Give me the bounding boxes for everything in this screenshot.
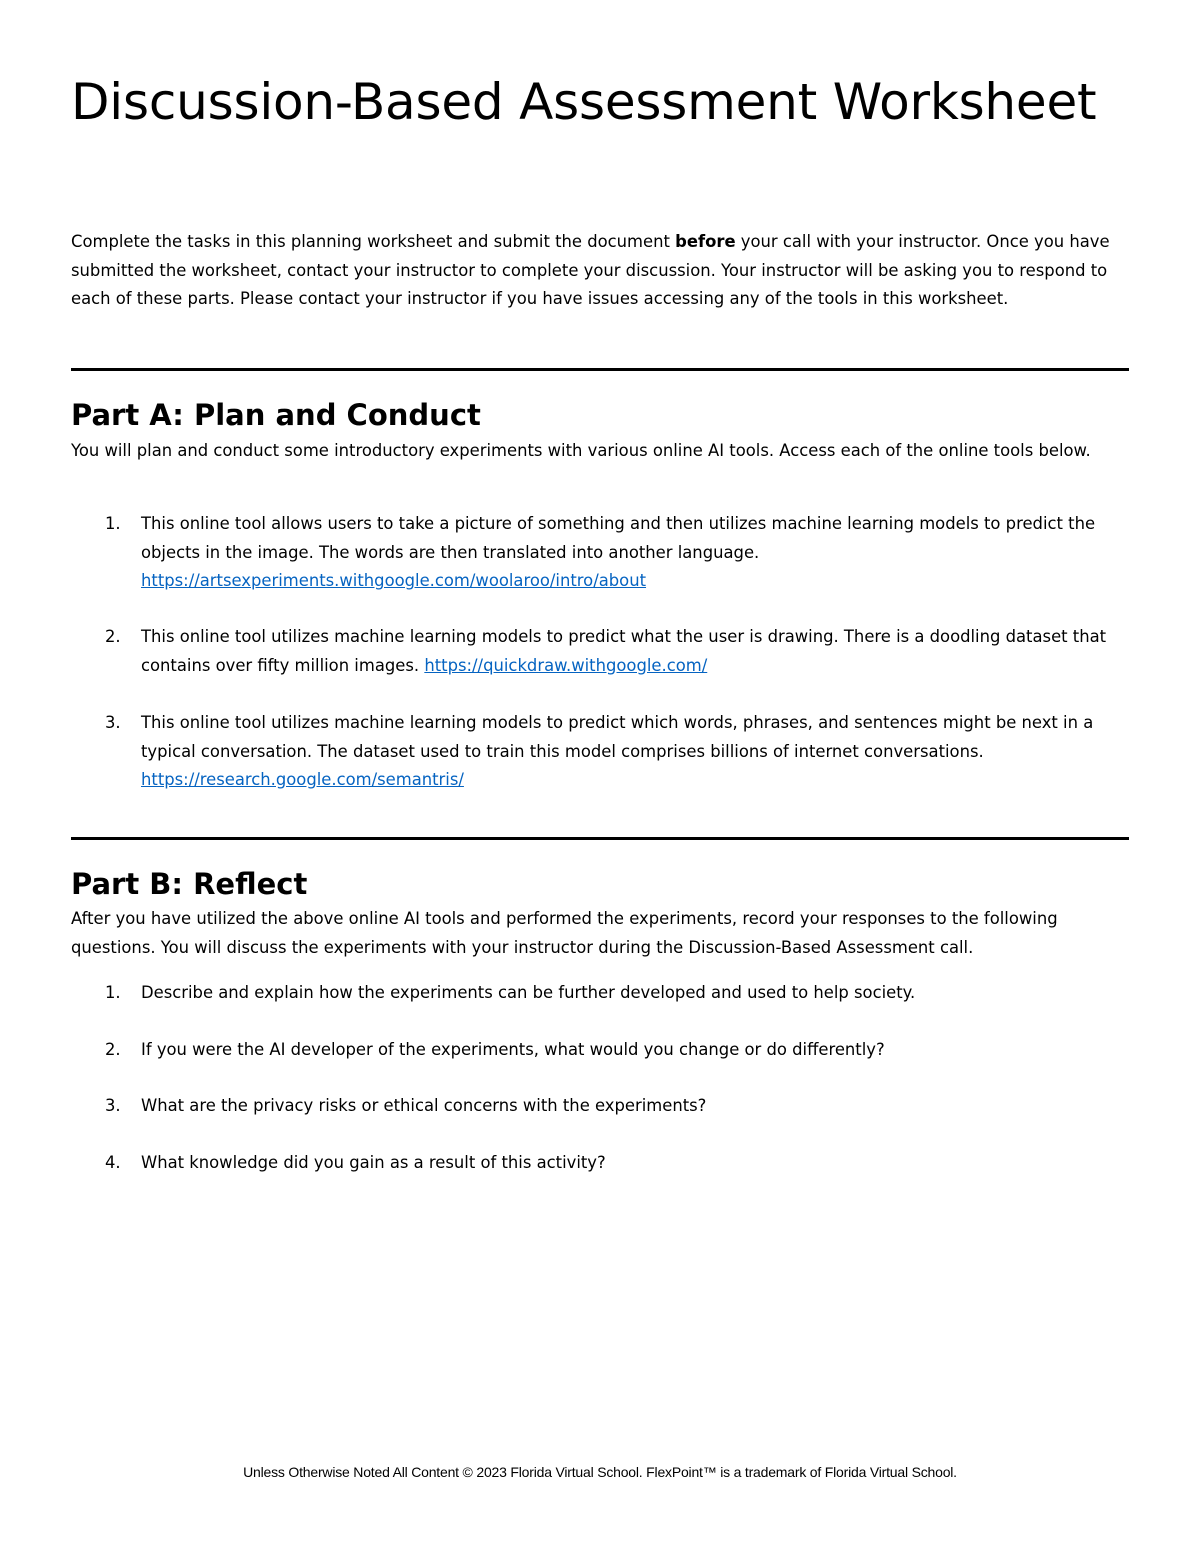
section-divider: [71, 837, 1129, 840]
list-number: 3.: [105, 713, 121, 732]
item-description: This online tool allows users to take a picture of something and then utilizes machine learning models to predict the objects in the image. The words are then translated into another language.: [141, 514, 1096, 562]
list-number: 2.: [105, 1040, 121, 1059]
list-number: 3.: [105, 1096, 121, 1115]
list-number: 2.: [105, 627, 121, 646]
intro-paragraph: [71, 228, 1129, 314]
part-a-heading: Part A: Plan and Conduct: [71, 398, 481, 432]
page-footer: Unless Otherwise Noted All Content © 2023 Florida Virtual School. FlexPoint™ is a trademark of Florida Virtual School.: [243, 1464, 957, 1480]
part-b-heading: Part B: Reflect: [71, 867, 308, 901]
list-number: 4.: [105, 1153, 121, 1172]
quickdraw-link[interactable]: https://quickdraw.withgoogle.com/: [424, 655, 708, 675]
list-text: Describe and explain how the experiments can be further developed and used to help society.: [141, 983, 916, 1002]
intro-text-end: your call with your instructor. Once you have submitted the worksheet, contact your instructor to complete your discussion. Your instructor will be asking you to respond to each of these parts. Please contact your instructor if you have issues accessing any of the tools in this worksheet.: [71, 232, 1110, 308]
item-description: This online tool utilizes machine learning models to predict what the user is drawing. There is a doodling dataset that contains over fifty million images.: [141, 627, 1107, 675]
page-title: Discussion-Based Assessment Worksheet: [71, 73, 1097, 131]
list-number: 1.: [105, 983, 121, 1002]
list-text: [141, 623, 1129, 680]
intro-text-start: Complete the tasks in this planning worksheet and submit the document: [71, 232, 676, 251]
item-description: This online tool utilizes machine learning models to predict which words, phrases, and sentences might be next in a typical conversation. The dataset used to train this model comprises billions of internet conversations.: [141, 713, 1094, 761]
intro-bold-word: before: [675, 232, 736, 251]
list-number: 1.: [105, 514, 121, 533]
section-divider: [71, 368, 1129, 371]
part-b-description: After you have utilized the above online AI tools and performed the experiments, record your responses to the following questions. You will discuss the experiments with your instructor during the Discussion-Based Assessment call.: [71, 909, 1058, 957]
part-a-description: You will plan and conduct some introductory experiments with various online AI tools. Access each of the online tools below.: [71, 441, 1091, 460]
semantris-link[interactable]: https://research.google.com/semantris/: [141, 770, 464, 789]
list-text: [141, 709, 1129, 795]
list-text: [141, 510, 1129, 596]
list-text: If you were the AI developer of the experiments, what would you change or do differently?: [141, 1040, 885, 1059]
list-text: What are the privacy risks or ethical concerns with the experiments?: [141, 1096, 707, 1115]
woolaroo-link[interactable]: https://artsexperiments.withgoogle.com/woolaroo/intro/about: [141, 571, 647, 590]
list-text: What knowledge did you gain as a result of this activity?: [141, 1153, 606, 1172]
